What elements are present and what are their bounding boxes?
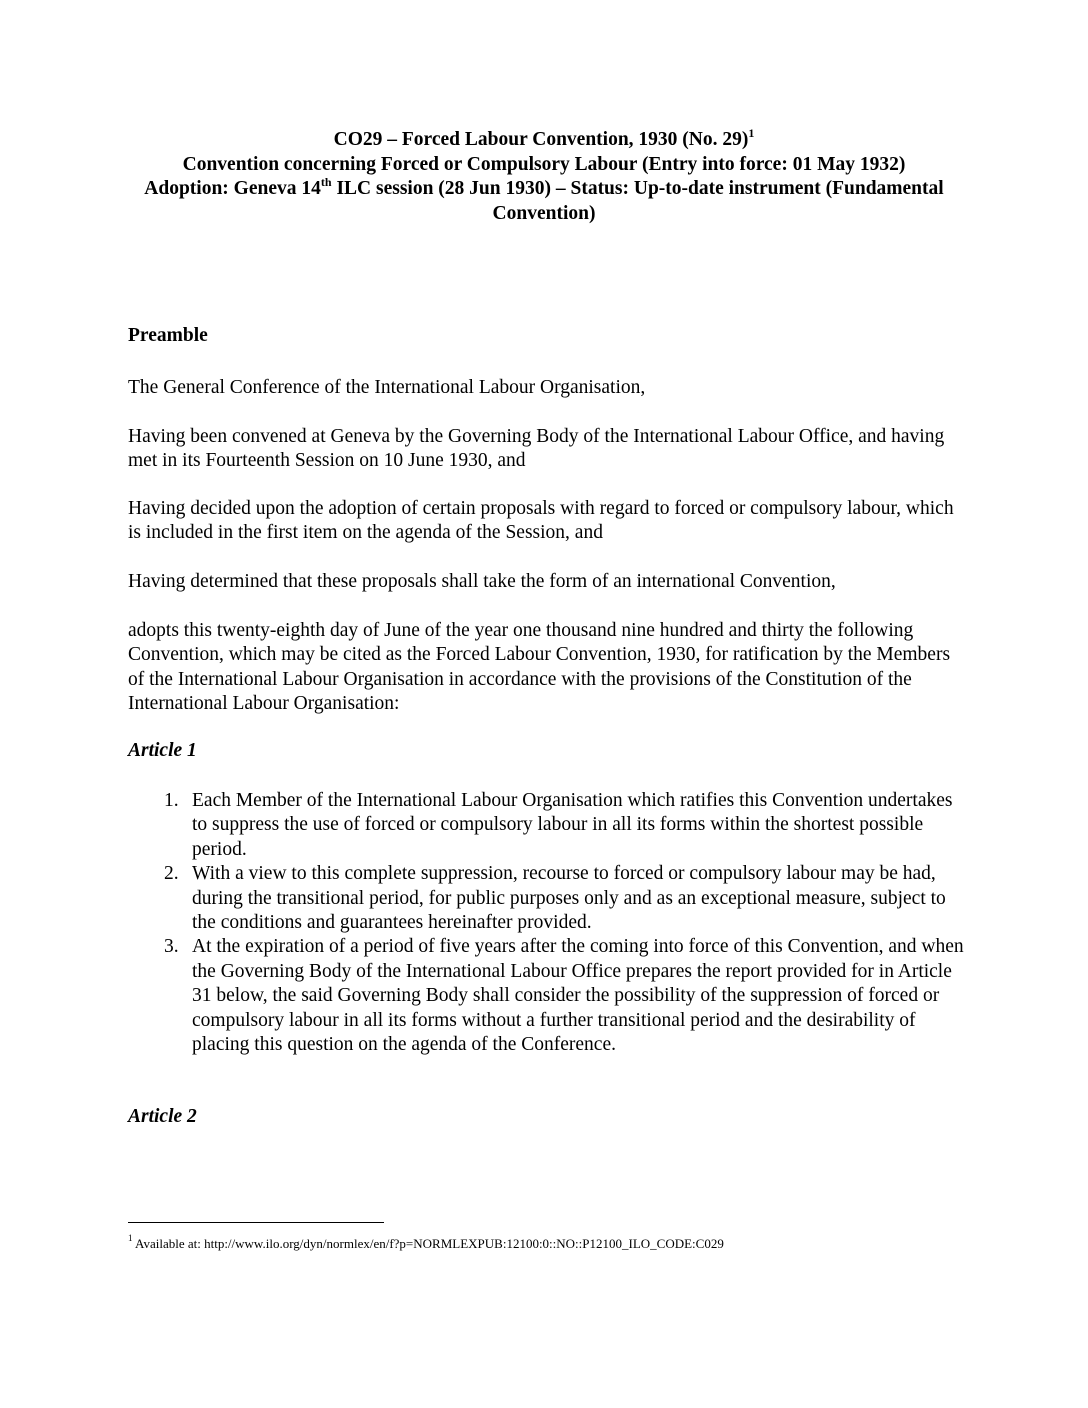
preamble-heading: Preamble — [128, 325, 208, 346]
preamble-paragraph: adopts this twenty-eighth day of June of the year one thousand nine hundred and thirty the following Convention, which may be cited as the Forced Labour Convention, 1930, for ratification by the Members of the International Labour Organisation in accordance with the provisions of the Constitution of the International Labour Organisation: — [128, 620, 951, 715]
article-1-heading: Article 1 — [128, 740, 197, 761]
document-title — [128, 125, 960, 226]
title-line-3: Adoption: Geneva 14th ILC session (28 Jun 1930) – Status: Up-to-date instrument (Fundamental Convention) — [144, 174, 944, 224]
preamble-paragraph: Having decided upon the adoption of certain proposals with regard to forced or compulsory labour, which is included in the first item on the agenda of the Session, and — [128, 498, 954, 544]
list-number: 1. — [164, 790, 179, 811]
footnote-marker: 1 — [128, 1232, 133, 1243]
list-item — [128, 789, 968, 862]
list-item — [128, 862, 968, 935]
footnote-divider — [128, 1222, 384, 1223]
list-item-text: Each Member of the International Labour Organisation which ratifies this Convention undertakes to suppress the use of forced or compulsory labour in all its forms within the shortest possible period. — [192, 790, 953, 860]
preamble-paragraph: Having determined that these proposals shall take the form of an international Convention, — [128, 571, 836, 592]
title-line-1: CO29 – Forced Labour Convention, 1930 (No. 29)$^1$ — [333, 125, 755, 150]
footnote-ref[interactable]: 1 — [748, 125, 755, 140]
preamble-paragraph: The General Conference of the International Labour Organisation, — [128, 377, 646, 398]
article-2-heading: Article 2 — [128, 1106, 197, 1127]
article-1-list — [128, 789, 968, 1057]
footnote-link[interactable]: Available at: http://www.ilo.org/dyn/normlex/en/f?p=NORMLEXPUB:12100:0::NO::P12100_ILO_CODE:C029 — [132, 1236, 724, 1251]
list-number: 2. — [164, 863, 179, 885]
list-item-text: At the expiration of a period of five years after the coming into force of this Convention, and when the Governing Body of the International Labour Office prepares the report provided for in Article 31 below, the said Governing Body shall consider the possibility of the suppression of forced or compulsory labour in all its forms without a further transitional period and the desirability of placing this question on the agenda of the Conference. — [192, 936, 964, 1056]
footnote — [128, 1232, 968, 1252]
list-number: 3. — [164, 936, 179, 958]
list-item-text: With a view to this complete suppression, recourse to forced or compulsory labour may be had, during the transitional period, for public purposes only and as an exceptional measure, subject to the conditions and guarantees hereinafter provided. — [192, 863, 946, 934]
title-line-2: Convention concerning Forced or Compulsory Labour (Entry into force: 01 May 1932) — [182, 153, 906, 175]
preamble-paragraph: Having been convened at Geneva by the Governing Body of the International Labour Office, and having met in its Fourteenth Session on 10 June 1930, and — [128, 426, 945, 472]
list-item — [128, 935, 968, 1057]
